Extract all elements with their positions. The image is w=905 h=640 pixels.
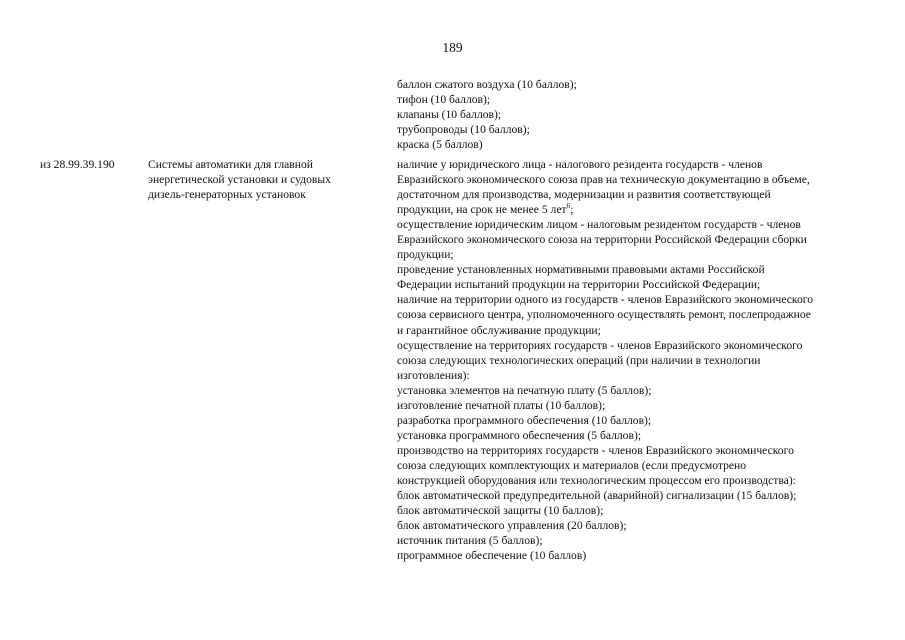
requirement-line: установка программного обеспечения (5 баллов); bbox=[397, 428, 642, 442]
product-name-line: энергетической установки и судовых bbox=[148, 173, 331, 187]
requirement-line: блок автоматического управления (20 баллов); bbox=[397, 519, 627, 533]
requirement-line: осуществление юридическим лицом - налоговым резидентом государств - членов bbox=[397, 218, 801, 232]
page-number: 189 bbox=[442, 40, 463, 55]
requirement-line: проведение установленных нормативными правовыми актами Российской bbox=[397, 263, 765, 277]
requirement-line: наличие у юридического лица - налогового резидента государств - членов bbox=[397, 158, 763, 171]
footnote-marker: 6 bbox=[566, 201, 571, 211]
requirement-line: изготовление печатной платы (10 баллов); bbox=[397, 398, 606, 412]
requirement-text: продукции, на срок не менее 5 лет bbox=[397, 203, 567, 217]
product-name-line: Системы автоматики для главной bbox=[148, 158, 313, 171]
requirement-line: конструкцией оборудования или технологическим процессом его производства): bbox=[397, 473, 796, 487]
product-name bbox=[148, 157, 388, 202]
product-code: из 28.99.39.190 bbox=[40, 158, 115, 171]
requirement-line: достаточном для производства, модернизации и развития соответствующей bbox=[397, 188, 771, 202]
requirement-line: Евразийского экономического союза прав на техническую документацию в объеме, bbox=[397, 173, 810, 187]
footnote-punct: ; bbox=[570, 203, 574, 217]
requirement-line: краска (5 баллов) bbox=[397, 138, 483, 152]
requirement-line: установка элементов на печатную плату (5 баллов); bbox=[397, 383, 652, 397]
requirement-line: программное обеспечение (10 баллов) bbox=[397, 549, 587, 563]
requirement-line: союза следующих технологических операций (при наличии в технологии bbox=[397, 353, 761, 367]
continuation-requirements bbox=[397, 77, 897, 152]
requirement-line: Федерации испытаний продукции на территории Российской Федерации; bbox=[397, 278, 761, 292]
requirement-line: изготовления): bbox=[397, 368, 470, 382]
requirement-line: баллон сжатого воздуха (10 баллов); bbox=[397, 78, 577, 91]
requirement-line: продукции; bbox=[397, 248, 454, 262]
requirement-line: блок автоматической предупредительной (аварийной) сигнализации (15 баллов); bbox=[397, 489, 797, 503]
requirement-line: источник питания (5 баллов); bbox=[397, 534, 543, 548]
requirement-line: блок автоматической защиты (10 баллов); bbox=[397, 504, 604, 518]
product-name-line: дизель-генераторных установок bbox=[148, 188, 306, 202]
requirement-line: союза следующих комплектующих и материалов (если предусмотрено bbox=[397, 458, 747, 472]
requirement-line: осуществление на территориях государств - членов Евразийского экономического bbox=[397, 338, 803, 352]
requirements-list bbox=[397, 157, 897, 563]
requirement-line: разработка программного обеспечения (10 баллов); bbox=[397, 413, 652, 427]
requirement-line: наличие на территории одного из государств - членов Евразийского экономического bbox=[397, 293, 814, 307]
requirement-line: Евразийского экономического союза на территории Российской Федерации сборки bbox=[397, 233, 807, 247]
requirement-line: союза сервисного центра, уполномоченного осуществлять ремонт, послепродажное bbox=[397, 308, 811, 322]
requirement-line: тифон (10 баллов); bbox=[397, 93, 491, 107]
requirement-line: производство на территориях государств - членов Евразийского экономического bbox=[397, 443, 794, 457]
requirement-line-with-footnote bbox=[397, 202, 897, 217]
requirement-line: клапаны (10 баллов); bbox=[397, 108, 502, 122]
requirement-line: трубопроводы (10 баллов); bbox=[397, 123, 530, 137]
requirement-line: и гарантийное обслуживание продукции; bbox=[397, 323, 601, 337]
